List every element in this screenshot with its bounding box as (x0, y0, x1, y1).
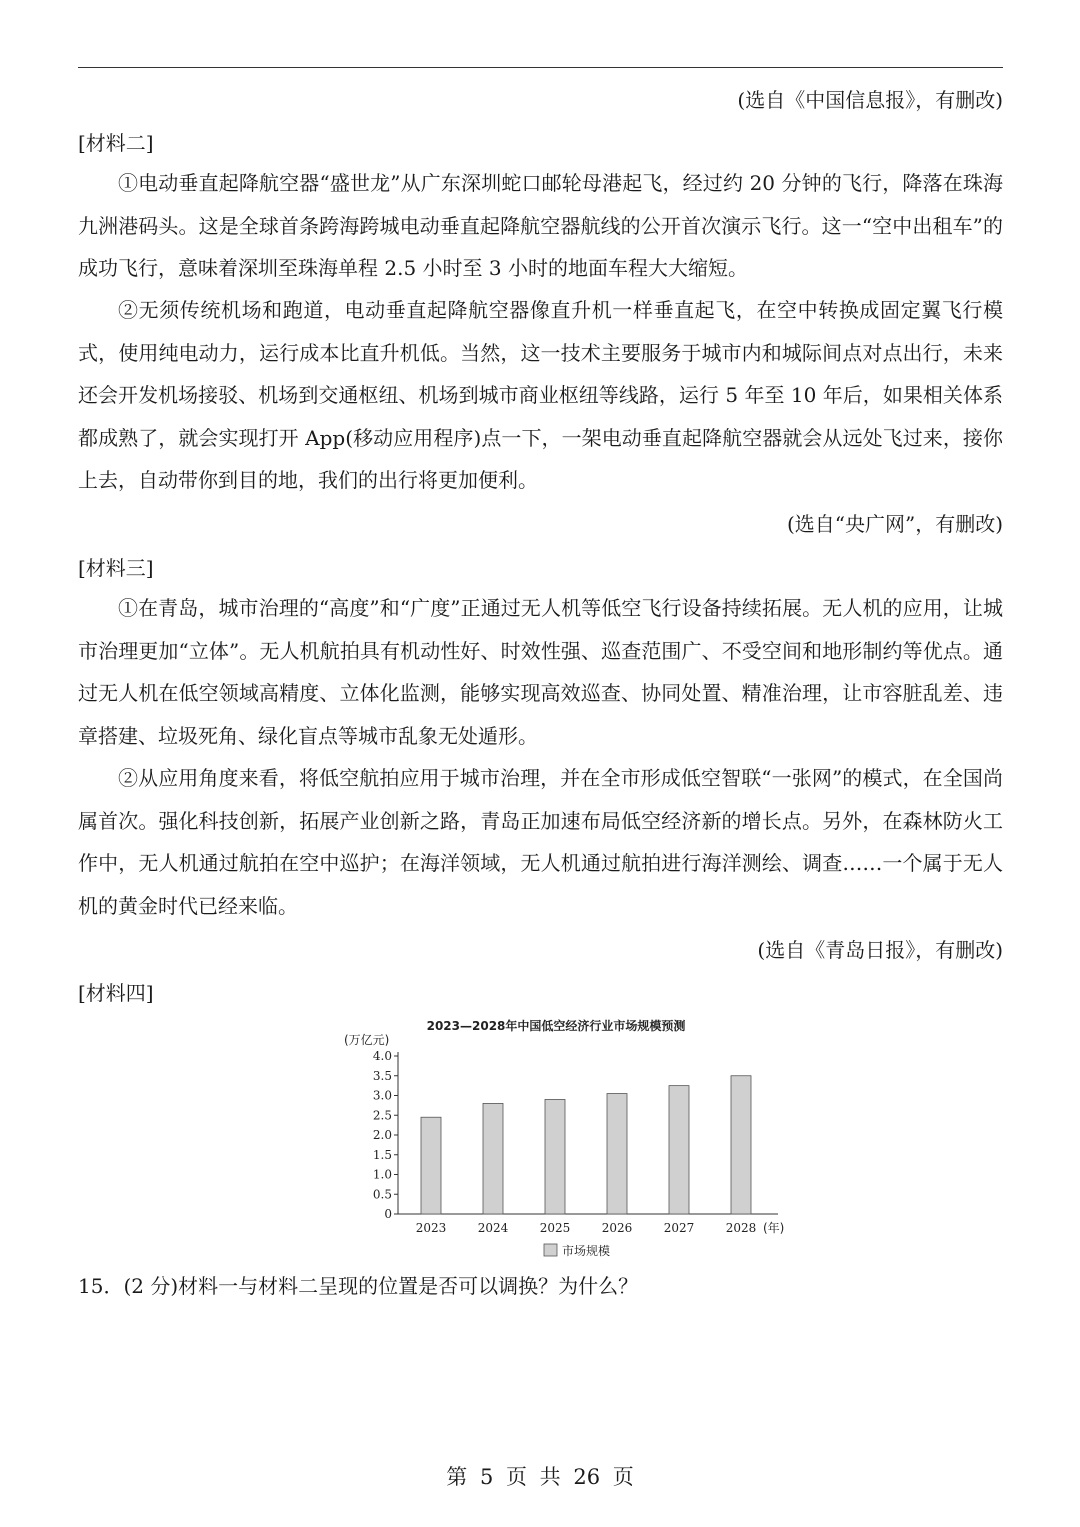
material3-label: [材料三] (78, 556, 154, 580)
source-citation-material3: (选自《青岛日报》，有删改) (757, 938, 1003, 962)
x-tick-label: 2024 (477, 1221, 509, 1235)
x-tick-label: 2028 (725, 1221, 757, 1235)
x-tick-label: 2025 (539, 1221, 571, 1235)
bar-2023 (421, 1117, 441, 1214)
page-footer: 第 5 页 共 26 页 (446, 1465, 634, 1489)
question-15: 15．(2 分)材料一与材料二呈现的位置是否可以调换？为什么？ (78, 1274, 639, 1298)
material2-paragraph2: ②无须传统机场和跑道，电动垂直起降航空器像直升机一样垂直起飞，在空中转换成固定翼飞行模式，使用纯电动力，运行成本比直升机低。当然，这一技术主要服务于城市内和城际间点对点出行，未来还会开发机场接驳、机场到交通枢纽、机场到城市商业枢纽等线路，运行 5 年至 10 年后，如果相关体系都成熟了，就会实现打开 App(移动应用程序)点一下，一架电动垂直起降航空器就会从远处飞过来，接你上去，自动带你到目的地，我们的出行将更加便利。 (78, 298, 1003, 492)
y-tick-label: 1.0 (372, 1167, 392, 1182)
y-tick-label: 3.5 (372, 1068, 392, 1083)
y-tick-label: 0 (384, 1207, 392, 1221)
x-axis-unit: (年) (763, 1221, 785, 1235)
material3-paragraph1: ①在青岛，城市治理的“高度”和“广度”正通过无人机等低空飞行设备持续拓展。无人机的应用，让城市治理更加“立体”。无人机航拍具有机动性好、时效性强、巡查范围广、不受空间和地形制约等优点。通过无人机在低空领域高精度、立体化监测，能够实现高效巡查、协同处置、精准治理，让市容脏乱差、违章搭建、垃圾死角、绿化盲点等城市乱象无处遁形。 (78, 596, 1003, 748)
y-tick-label: 2.0 (372, 1128, 392, 1142)
chart-canvas (316, 1010, 796, 1270)
bar-2024 (483, 1103, 503, 1214)
material4-label: [材料四] (78, 981, 154, 1005)
bar-2025 (545, 1099, 565, 1214)
x-tick-label: 2026 (601, 1221, 633, 1235)
y-tick-label: 4.0 (372, 1049, 392, 1063)
y-axis-unit: (万亿元) (344, 1033, 390, 1047)
market-size-bar-chart (316, 1010, 796, 1270)
material2-paragraph1: ①电动垂直起降航空器“盛世龙”从广东深圳蛇口邮轮母港起飞，经过约 20 分钟的飞行，降落在珠海九洲港码头。这是全球首条跨海跨城电动垂直起降航空器航线的公开首次演示飞行。这一“空中出租车”的成功飞行，意味着深圳至珠海单程 2.5 小时至 3 小时的地面车程大大缩短。 (78, 171, 1003, 280)
bar-2026 (607, 1094, 627, 1214)
chart-title: 2023—2028年中国低空经济行业市场规模预测 (426, 1019, 686, 1033)
material2-label: [材料二] (78, 131, 154, 155)
y-tick-label: 2.5 (372, 1108, 392, 1123)
legend-label: 市场规模 (562, 1244, 611, 1258)
bar-2027 (669, 1086, 689, 1214)
y-tick-label: 3.0 (372, 1088, 392, 1103)
source-citation-material2: (选自“央广网”，有删改) (786, 512, 1003, 536)
y-tick-label: 0.5 (372, 1187, 392, 1202)
bar-2028 (731, 1076, 751, 1214)
x-tick-label: 2027 (663, 1221, 695, 1235)
x-tick-label: 2023 (415, 1221, 447, 1235)
top-divider (78, 67, 1003, 68)
source-citation-material1: (选自《中国信息报》，有删改) (737, 88, 1003, 112)
legend-swatch (544, 1244, 557, 1256)
material3-paragraph2: ②从应用角度来看，将低空航拍应用于城市治理，并在全市形成低空智联“一张网”的模式，在全国尚属首次。强化科技创新，拓展产业创新之路，青岛正加速布局低空经济新的增长点。另外，在森林防火工作中，无人机通过航拍在空中巡护；在海洋领域，无人机通过航拍进行海洋测绘、调查……一个属于无人机的黄金时代已经来临。 (78, 766, 1003, 918)
y-tick-label: 1.5 (372, 1147, 392, 1162)
